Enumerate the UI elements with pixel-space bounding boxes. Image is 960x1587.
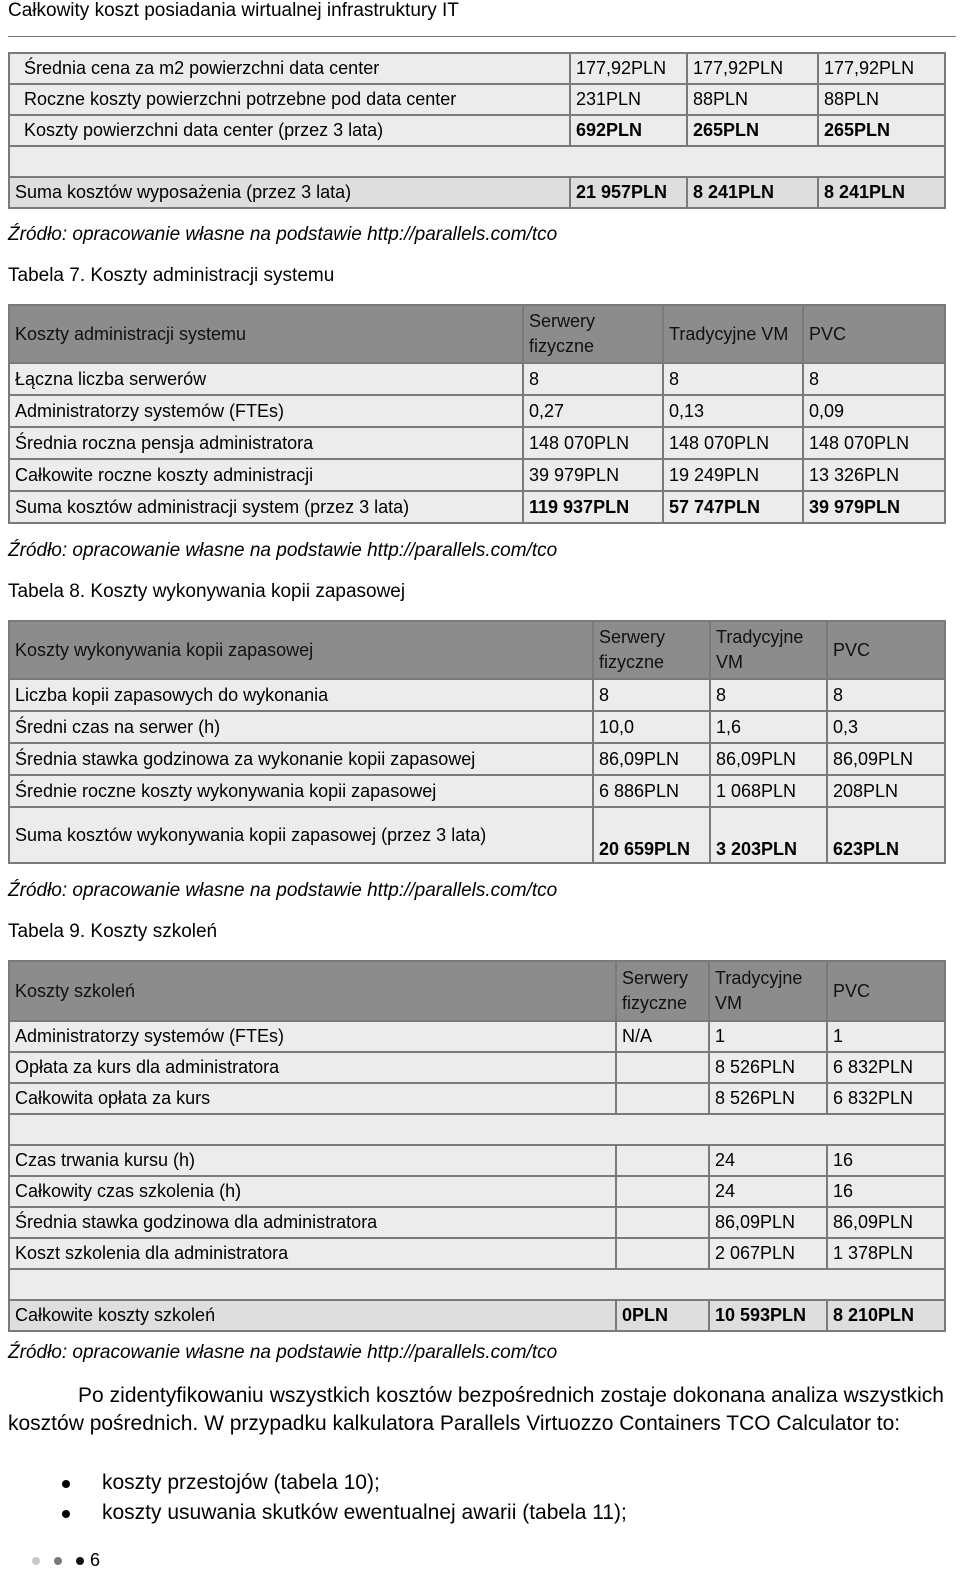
cell-pvc: 6 832PLN — [827, 1052, 945, 1083]
cell-physical: 86,09PLN — [593, 743, 710, 775]
row-label: Roczne koszty powierzchni potrzebne pod data center — [9, 84, 570, 115]
cell-vm: 19 249PLN — [663, 459, 803, 491]
row-label: Średnia stawka godzinowa za wykonanie kopii zapasowej — [9, 743, 593, 775]
cell-physical: 21 957PLN — [570, 177, 687, 208]
cell-pvc: 39 979PLN — [803, 491, 945, 523]
cell-vm: 0,13 — [663, 395, 803, 427]
row-label: Suma kosztów administracji system (przez 3 lata) — [9, 491, 523, 523]
cell-vm: 8 526PLN — [709, 1083, 827, 1114]
table-row — [9, 177, 945, 208]
cell-physical — [616, 1083, 709, 1114]
cell-physical: 0PLN — [616, 1300, 709, 1331]
table-row — [9, 115, 945, 146]
cell-pvc: 265PLN — [818, 115, 945, 146]
cell-vm: 57 747PLN — [663, 491, 803, 523]
cell-physical: 8 — [593, 679, 710, 711]
spacer-row — [9, 1114, 945, 1145]
cell-pvc: 13 326PLN — [803, 459, 945, 491]
cell-physical — [616, 1145, 709, 1176]
spacer-row — [9, 146, 945, 177]
cell-physical — [616, 1207, 709, 1238]
running-header: Całkowity koszt posiadania wirtualnej infrastruktury IT — [8, 0, 459, 21]
table-row — [9, 1238, 945, 1269]
cell-pvc: 0,3 — [827, 711, 945, 743]
cell-vm: 24 — [709, 1176, 827, 1207]
list-item — [62, 1468, 627, 1498]
cell-vm: 88PLN — [687, 84, 818, 115]
table-row — [9, 679, 945, 711]
cell-pvc: 8 210PLN — [827, 1300, 945, 1331]
cell-vm: 3 203PLN — [710, 807, 827, 863]
row-label: Średni czas na serwer (h) — [9, 711, 593, 743]
cell-physical: 148 070PLN — [523, 427, 663, 459]
row-label: Łączna liczba serwerów — [9, 363, 523, 395]
cell-pvc: 8 241PLN — [818, 177, 945, 208]
row-label: Koszty powierzchni data center (przez 3 lata) — [9, 115, 570, 146]
table-row — [9, 459, 945, 491]
list-item-text: koszty przestojów (tabela 10); — [102, 1471, 380, 1494]
cell-pvc: 177,92PLN — [818, 53, 945, 84]
cell-pvc: 88PLN — [818, 84, 945, 115]
cell-pvc: 1 — [827, 1021, 945, 1052]
cell-vm: 1 — [709, 1021, 827, 1052]
list-item — [62, 1498, 627, 1528]
cell-physical: 692PLN — [570, 115, 687, 146]
table-row — [9, 395, 945, 427]
cell-vm: 8 241PLN — [687, 177, 818, 208]
header-rule — [8, 36, 956, 37]
footer-dot-icon — [32, 1557, 40, 1565]
cell-physical: 10,0 — [593, 711, 710, 743]
cell-vm: 86,09PLN — [710, 743, 827, 775]
table-row — [9, 427, 945, 459]
cell-physical — [616, 1238, 709, 1269]
bullet-list — [62, 1468, 627, 1528]
header-physical: Serwery fizyczne — [593, 621, 710, 679]
table-row — [9, 775, 945, 807]
table-row — [9, 491, 945, 523]
table-row — [9, 1083, 945, 1114]
table-row — [9, 53, 945, 84]
table-source: Źródło: opracowanie własne na podstawie http://parallels.com/tco — [8, 540, 558, 561]
admin-costs-table — [8, 304, 946, 524]
cell-pvc: 0,09 — [803, 395, 945, 427]
header-pvc: PVC — [803, 305, 945, 363]
equipment-costs-table — [8, 52, 946, 209]
cell-vm: 8 526PLN — [709, 1052, 827, 1083]
cell-physical — [616, 1052, 709, 1083]
header-pvc: PVC — [827, 621, 945, 679]
table-row — [9, 1176, 945, 1207]
cell-physical: 0,27 — [523, 395, 663, 427]
row-label: Całkowite roczne koszty administracji — [9, 459, 523, 491]
cell-physical: 6 886PLN — [593, 775, 710, 807]
table-row — [9, 363, 945, 395]
table-row — [9, 807, 945, 863]
table-row — [9, 711, 945, 743]
row-label: Administratorzy systemów (FTEs) — [9, 395, 523, 427]
cell-vm: 8 — [663, 363, 803, 395]
header-label: Koszty wykonywania kopii zapasowej — [9, 621, 593, 679]
row-label: Liczba kopii zapasowych do wykonania — [9, 679, 593, 711]
table-source: Źródło: opracowanie własne na podstawie http://parallels.com/tco — [8, 224, 558, 245]
table-row — [9, 1300, 945, 1331]
table-source: Źródło: opracowanie własne na podstawie http://parallels.com/tco — [8, 880, 558, 901]
cell-pvc: 208PLN — [827, 775, 945, 807]
row-label: Średnia cena za m2 powierzchni data center — [9, 53, 570, 84]
bullet-icon — [62, 1480, 70, 1488]
cell-physical: N/A — [616, 1021, 709, 1052]
cell-vm: 177,92PLN — [687, 53, 818, 84]
row-label: Opłata za kurs dla administratora — [9, 1052, 616, 1083]
cell-pvc: 16 — [827, 1145, 945, 1176]
cell-vm: 2 067PLN — [709, 1238, 827, 1269]
table-caption: Tabela 9. Koszty szkoleń — [8, 921, 218, 942]
header-label: Koszty administracji systemu — [9, 305, 523, 363]
header-vm: Tradycyjne VM — [709, 961, 827, 1021]
row-label: Całkowite koszty szkoleń — [9, 1300, 616, 1331]
paragraph-text: Po zidentyfikowaniu wszystkich kosztów bezpośrednich zostaje dokonana analiza wszystkich kosztów pośrednich. W przypadku kalkulatora Parallels Virtuozzo Containers TCO Calculator to: — [8, 1384, 944, 1435]
training-costs-table — [8, 960, 946, 1332]
cell-physical: 20 659PLN — [593, 807, 710, 863]
table-row — [9, 1207, 945, 1238]
cell-vm: 10 593PLN — [709, 1300, 827, 1331]
header-vm: Tradycyjne VM — [663, 305, 803, 363]
cell-vm: 265PLN — [687, 115, 818, 146]
cell-physical: 119 937PLN — [523, 491, 663, 523]
backup-costs-table — [8, 620, 946, 864]
cell-physical: 8 — [523, 363, 663, 395]
table-source: Źródło: opracowanie własne na podstawie http://parallels.com/tco — [8, 1342, 558, 1363]
cell-pvc: 148 070PLN — [803, 427, 945, 459]
spacer-row — [9, 1269, 945, 1300]
row-label: Koszt szkolenia dla administratora — [9, 1238, 616, 1269]
table-header — [9, 961, 945, 1021]
cell-pvc: 8 — [803, 363, 945, 395]
table-row — [9, 1145, 945, 1176]
table-header — [9, 621, 945, 679]
bullet-icon — [62, 1510, 70, 1518]
cell-pvc: 86,09PLN — [827, 1207, 945, 1238]
cell-vm: 1 068PLN — [710, 775, 827, 807]
row-label: Czas trwania kursu (h) — [9, 1145, 616, 1176]
header-physical: Serwery fizyczne — [616, 961, 709, 1021]
header-label: Koszty szkoleń — [9, 961, 616, 1021]
row-label: Administratorzy systemów (FTEs) — [9, 1021, 616, 1052]
cell-pvc: 623PLN — [827, 807, 945, 863]
row-label: Suma kosztów wykonywania kopii zapasowej (przez 3 lata) — [9, 807, 593, 863]
header-pvc: PVC — [827, 961, 945, 1021]
cell-physical — [616, 1176, 709, 1207]
cell-physical: 177,92PLN — [570, 53, 687, 84]
header-vm: Tradycyjne VM — [710, 621, 827, 679]
page-footer — [32, 1550, 100, 1571]
row-label: Średnia stawka godzinowa dla administratora — [9, 1207, 616, 1238]
table-caption: Tabela 7. Koszty administracji systemu — [8, 265, 335, 286]
footer-dot-icon — [76, 1557, 84, 1565]
row-label: Średnia roczna pensja administratora — [9, 427, 523, 459]
row-label: Całkowita opłata za kurs — [9, 1083, 616, 1114]
table-row — [9, 1052, 945, 1083]
cell-physical: 39 979PLN — [523, 459, 663, 491]
cell-pvc: 1 378PLN — [827, 1238, 945, 1269]
cell-vm: 148 070PLN — [663, 427, 803, 459]
row-label: Średnie roczne koszty wykonywania kopii zapasowej — [9, 775, 593, 807]
table-row — [9, 84, 945, 115]
table-row — [9, 1021, 945, 1052]
body-paragraph — [8, 1382, 944, 1438]
table-header — [9, 305, 945, 363]
cell-vm: 86,09PLN — [709, 1207, 827, 1238]
row-label: Suma kosztów wyposażenia (przez 3 lata) — [9, 177, 570, 208]
cell-pvc: 8 — [827, 679, 945, 711]
cell-vm: 24 — [709, 1145, 827, 1176]
cell-vm: 1,6 — [710, 711, 827, 743]
row-label: Całkowity czas szkolenia (h) — [9, 1176, 616, 1207]
cell-vm: 8 — [710, 679, 827, 711]
table-row — [9, 743, 945, 775]
cell-pvc: 6 832PLN — [827, 1083, 945, 1114]
page-number: 6 — [90, 1550, 101, 1570]
list-item-text: koszty usuwania skutków ewentualnej awarii (tabela 11); — [102, 1501, 627, 1524]
cell-physical: 231PLN — [570, 84, 687, 115]
footer-dot-icon — [54, 1557, 62, 1565]
cell-pvc: 86,09PLN — [827, 743, 945, 775]
table-caption: Tabela 8. Koszty wykonywania kopii zapasowej — [8, 581, 406, 602]
cell-pvc: 16 — [827, 1176, 945, 1207]
header-physical: Serwery fizyczne — [523, 305, 663, 363]
